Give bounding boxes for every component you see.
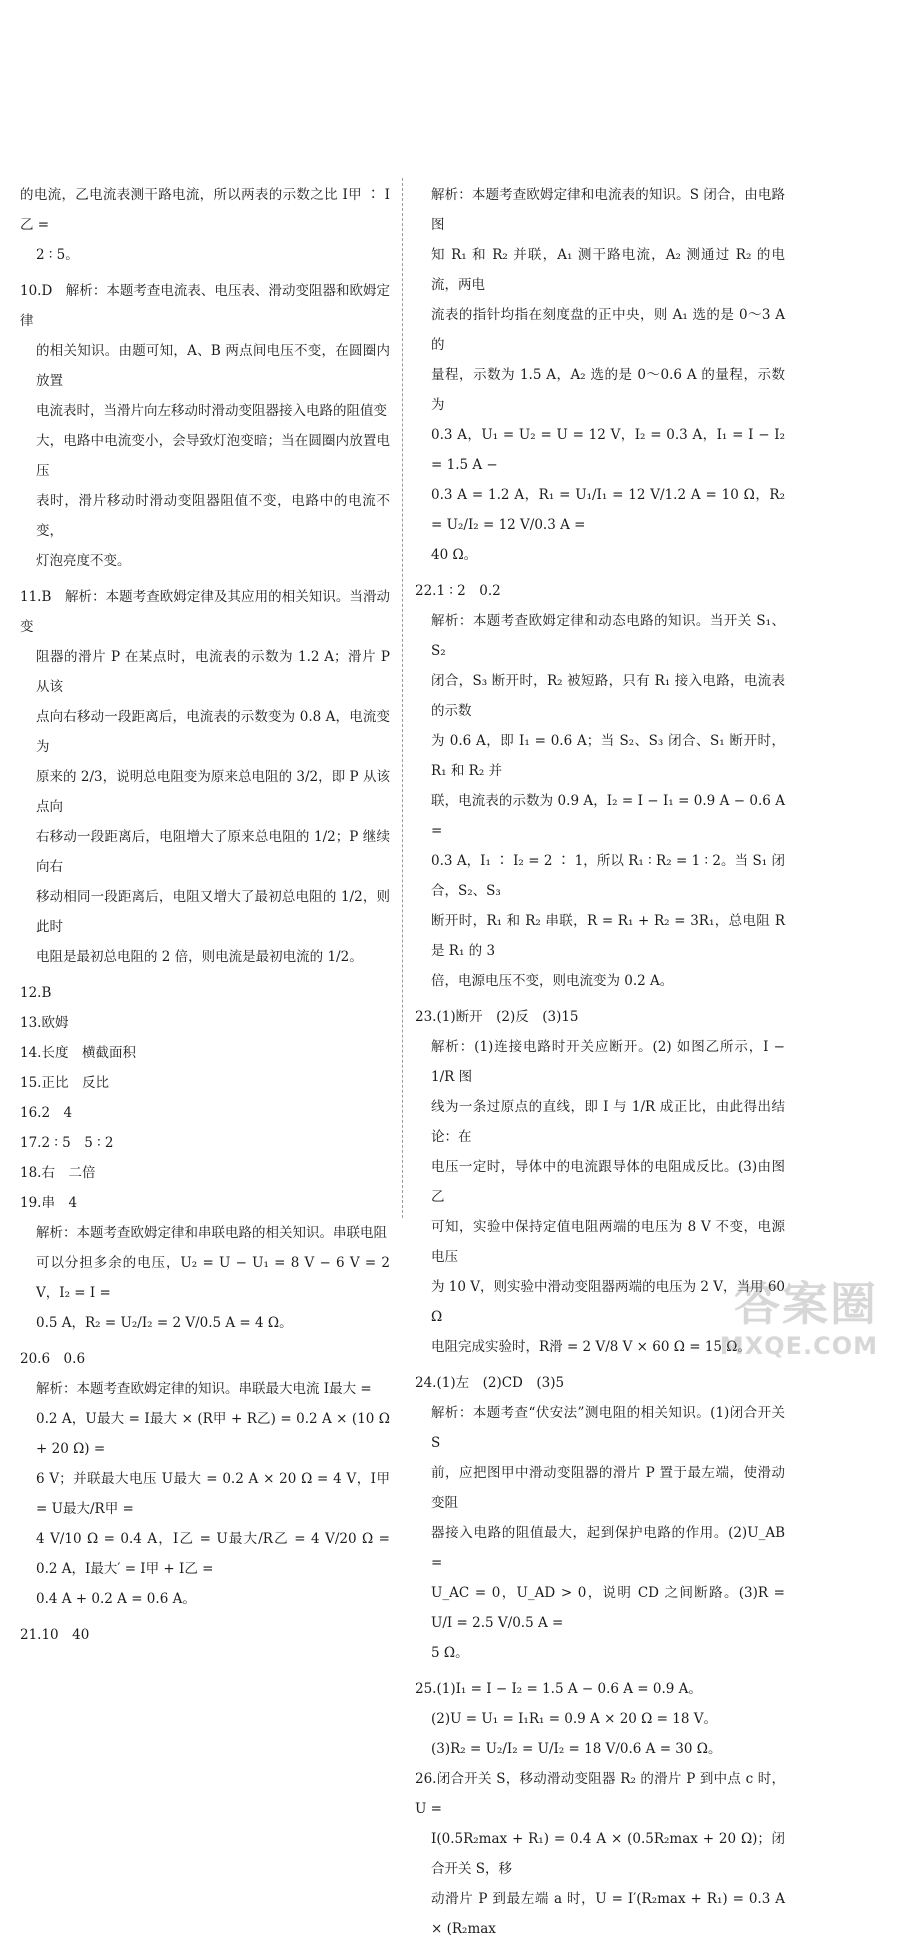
right-text-line: 闭合，S₃ 断开时，R₂ 被短路，只有 R₁ 接入电路，电流表的示数: [431, 673, 785, 719]
left-text-line: 电阻是最初总电阻的 2 倍，则电流是最初电流的 1/2。: [36, 949, 363, 965]
right-text-line: 电压一定时，导体中的电流跟导体的电阻成反比。(3)由图乙: [431, 1159, 785, 1205]
right-text-line: 解析：本题考查欧姆定律和动态电路的知识。当开关 S₁、S₂: [431, 613, 785, 659]
right-text-line: 解析：本题考查欧姆定律和电流表的知识。S 闭合，由电路图: [431, 187, 785, 233]
right-text-line: 可知，实验中保持定值电阻两端的电压为 8 V 不变，电源电压: [431, 1219, 785, 1265]
right-text-line: 解析：本题考查“伏安法”测电阻的相关知识。(1)闭合开关 S: [431, 1405, 785, 1451]
left-text-line: 灯泡亮度不变。: [36, 553, 131, 569]
left-text-line: 11.B 解析：本题考查欧姆定律及其应用的相关知识。当滑动变: [20, 589, 390, 635]
left-text-line: 16.2 4: [20, 1105, 73, 1121]
right-text-line: 25.(1)I₁ = I − I₂ = 1.5 A − 0.6 A = 0.9 A。: [415, 1681, 702, 1697]
left-text-line: 0.2 A，U最大 = I最大 × (R甲 + R乙) = 0.2 A × (10 Ω + 20 Ω) =: [36, 1411, 390, 1457]
left-text-line: 17.2 ∶ 5 5 ∶ 2: [20, 1135, 114, 1151]
right-text-line: 0.3 A，U₁ = U₂ = U = 12 V，I₂ = 0.3 A，I₁ = I − I₂ = 1.5 A −: [431, 427, 785, 473]
right-text-line: 5 Ω。: [431, 1645, 469, 1661]
right-text-line: 电阻完成实验时，R滑 = 2 V/8 V × 60 Ω = 15 Ω。: [431, 1339, 751, 1355]
left-text-line: 大，电路中电流变小，会导致灯泡变暗；当在圆圈内放置电压: [36, 433, 390, 479]
left-text-line: 原来的 2/3，说明总电阻变为原来总电阻的 3/2，即 P 从该点向: [36, 769, 390, 815]
watermark-url: MXQE.COM: [719, 1332, 878, 1360]
left-text-line: 右移动一段距离后，电阻增大了原来总电阻的 1/2；P 继续向右: [36, 829, 390, 875]
left-text-line: 解析：本题考查欧姆定律的知识。串联最大电流 I最大 =: [36, 1381, 372, 1397]
right-text-line: 倍，电源电压不变，则电流变为 0.2 A。: [431, 973, 674, 989]
right-text-line: 流表的指针均指在刻度盘的正中央，则 A₁ 选的是 0～3 A 的: [431, 307, 785, 353]
right-text-line: 解析：(1)连接电路时开关应断开。(2) 如图乙所示，I − 1/R 图: [431, 1039, 785, 1085]
right-text-line: 量程，示数为 1.5 A，A₂ 选的是 0～0.6 A 的量程，示数为: [431, 367, 785, 413]
right-text-line: 知 R₁ 和 R₂ 并联，A₁ 测干路电流，A₂ 测通过 R₂ 的电流，两电: [431, 247, 785, 293]
right-text-line: 40 Ω。: [431, 547, 478, 563]
right-text-line: 0.3 A，I₁ ∶ I₂ = 2 ∶ 1，所以 R₁ ∶ R₂ = 1 ∶ 2。当 S₁ 闭合，S₂、S₃: [431, 853, 785, 899]
left-text-line: 14.长度 横截面积: [20, 1045, 136, 1061]
left-text-line: 的电流，乙电流表测干路电流，所以两表的示数之比 I甲 ∶ I乙 =: [20, 187, 390, 233]
column-divider: [402, 178, 403, 1218]
right-text-line: 24.(1)左 (2)CD (3)5: [415, 1375, 565, 1391]
right-text-line: 为 10 V，则实验中滑动变阻器两端的电压为 2 V，当用 60 Ω: [431, 1279, 785, 1325]
right-text-line: 26.闭合开关 S，移动滑动变阻器 R₂ 的滑片 P 到中点 c 时，U =: [415, 1771, 785, 1817]
right-text-line: 22.1 ∶ 2 0.2: [415, 583, 501, 599]
left-text-line: 可以分担多余的电压，U₂ = U − U₁ = 8 V − 6 V = 2 V，I₂ = I =: [36, 1255, 390, 1301]
right-text-line: 前，应把图甲中滑动变阻器的滑片 P 置于最左端，使滑动变阻: [431, 1465, 785, 1511]
left-text-line: 阻器的滑片 P 在某点时，电流表的示数为 1.2 A；滑片 P 从该: [36, 649, 390, 695]
left-text-line: 2 ∶ 5。: [36, 247, 79, 263]
left-text-line: 12.B: [20, 985, 52, 1001]
watermark-logo: [706, 1266, 886, 1362]
left-text-line: 表时，滑片移动时滑动变阻器阻值不变，电路中的电流不变，: [36, 493, 390, 539]
right-text-line: U_AC = 0，U_AD > 0，说明 CD 之间断路。(3)R = U/I = 2.5 V/0.5 A =: [431, 1585, 785, 1631]
left-text-line: 0.4 A + 0.2 A = 0.6 A。: [36, 1591, 196, 1607]
left-text-line: 4 V/10 Ω = 0.4 A，I乙 = U最大/R乙 = 4 V/20 Ω = 0.2 A，I最大′ = I甲 + I乙 =: [36, 1531, 390, 1577]
left-text-line: 6 V；并联最大电压 U最大 = 0.2 A × 20 Ω = 4 V，I甲 = U最大/R甲 =: [36, 1471, 390, 1517]
left-text-line: 移动相同一段距离后，电阻又增大了最初总电阻的 1/2，则此时: [36, 889, 390, 935]
right-text-line: 0.3 A = 1.2 A，R₁ = U₁/I₁ = 12 V/1.2 A = 10 Ω，R₂ = U₂/I₂ = 12 V/0.3 A =: [431, 487, 785, 533]
left-text-line: 19.串 4: [20, 1195, 78, 1211]
left-text-line: 20.6 0.6: [20, 1351, 86, 1367]
right-text-line: I(0.5R₂max + R₁) = 0.4 A × (0.5R₂max + 20 Ω)；闭合开关 S，移: [431, 1831, 785, 1877]
left-text-line: 0.5 A，R₂ = U₂/I₂ = 2 V/0.5 A = 4 Ω。: [36, 1315, 293, 1331]
right-text-line: (3)R₂ = U₂/I₂ = U/I₂ = 18 V/0.6 A = 30 Ω。: [431, 1741, 722, 1757]
right-text-line: 线为一条过原点的直线，即 I 与 1/R 成正比，由此得出结论：在: [431, 1099, 785, 1145]
right-text-line: 为 0.6 A，即 I₁ = 0.6 A；当 S₂、S₃ 闭合、S₁ 断开时，R₁ 和 R₂ 并: [431, 733, 785, 779]
left-text-line: 点向右移动一段距离后，电流表的示数变为 0.8 A，电流变为: [36, 709, 390, 755]
watermark-text: 答案圈: [734, 1277, 878, 1331]
left-text-line: 13.欧姆: [20, 1015, 69, 1031]
right-column: [415, 180, 785, 1944]
left-text-line: 21.10 40: [20, 1627, 90, 1643]
left-text-line: 的相关知识。由题可知，A、B 两点间电压不变，在圆圈内放置: [36, 343, 390, 389]
right-text-line: 动滑片 P 到最左端 a 时，U = I′(R₂max + R₁) = 0.3 A × (R₂max: [431, 1891, 785, 1937]
left-text-line: 15.正比 反比: [20, 1075, 109, 1091]
right-text-line: 器接入电路的阻值最大，起到保护电路的作用。(2)U_AB =: [431, 1525, 785, 1571]
right-text-line: (2)U = U₁ = I₁R₁ = 0.9 A × 20 Ω = 18 V。: [431, 1711, 717, 1727]
left-text-line: 10.D 解析：本题考查电流表、电压表、滑动变阻器和欧姆定律: [20, 283, 390, 329]
left-column: [20, 180, 390, 1650]
left-text-line: 电流表时，当滑片向左移动时滑动变阻器接入电路的阻值变: [36, 403, 387, 419]
right-text-line: 联，电流表的示数为 0.9 A，I₂ = I − I₁ = 0.9 A − 0.6 A =: [431, 793, 785, 839]
right-text-line: 断开时，R₁ 和 R₂ 串联，R = R₁ + R₂ = 3R₁，总电阻 R 是 R₁ 的 3: [431, 913, 785, 959]
left-text-line: 解析：本题考查欧姆定律和串联电路的相关知识。串联电阻: [36, 1225, 387, 1241]
left-text-line: 18.右 二倍: [20, 1165, 96, 1181]
right-text-line: 23.(1)断开 (2)反 (3)15: [415, 1009, 579, 1025]
